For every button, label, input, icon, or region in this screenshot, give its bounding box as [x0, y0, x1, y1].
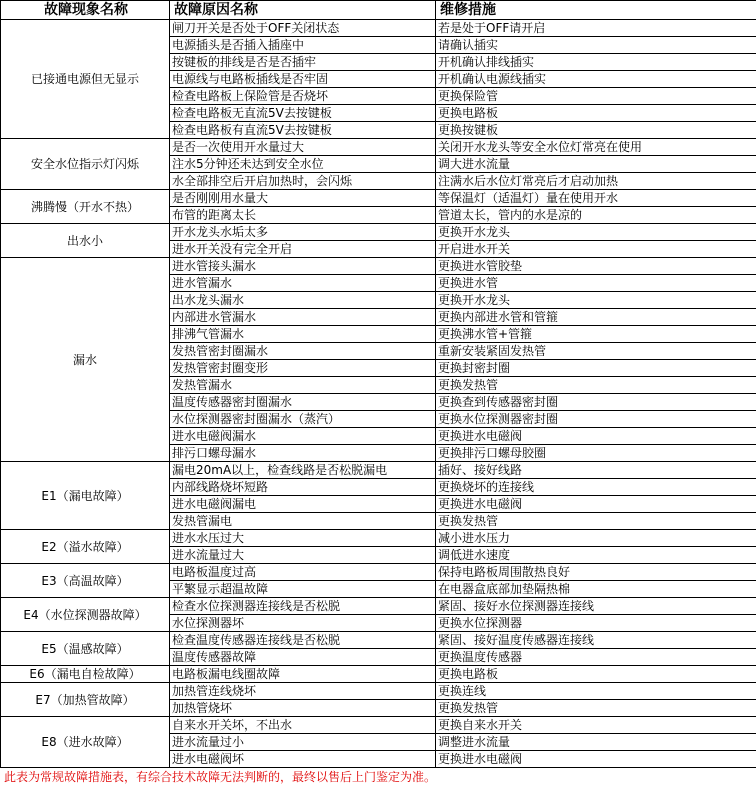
- symptom-cell: E4（水位探测器故障）: [1, 598, 170, 632]
- cause-cell: 排沸气管漏水: [170, 326, 436, 343]
- symptom-cell: 漏水: [1, 258, 170, 462]
- measure-cell: 更换连线: [436, 683, 756, 700]
- measure-cell: 更换电路板: [436, 666, 756, 683]
- symptom-cell: E2（溢水故障）: [1, 530, 170, 564]
- measure-cell: 更换开水龙头: [436, 224, 756, 241]
- footnote: 此表为常规故障措施表，有综合技术故障无法判断的，最终以售后上门鉴定为准。: [0, 768, 756, 786]
- measure-cell: 保持电路板周围散热良好: [436, 564, 756, 581]
- measure-cell: 更换发热管: [436, 377, 756, 394]
- measure-cell: 更换进水管胶垫: [436, 258, 756, 275]
- cause-cell: 检查温度传感器连接线是否松脱: [170, 632, 436, 649]
- measure-cell: 插好、接好线路: [436, 462, 756, 479]
- measure-cell: 若是处于OFF请开启: [436, 20, 756, 37]
- table-row: [1, 224, 756, 241]
- measure-cell: 更换开水龙头: [436, 292, 756, 309]
- measure-cell: 更换排污口螺母胶圈: [436, 445, 756, 462]
- cause-cell: 出水龙头漏水: [170, 292, 436, 309]
- table-row: [1, 20, 756, 37]
- symptom-cell: E8（进水故障）: [1, 717, 170, 768]
- cause-cell: 排污口螺母漏水: [170, 445, 436, 462]
- cause-cell: 发热管漏水: [170, 377, 436, 394]
- measure-cell: 开机确认电源线插实: [436, 71, 756, 88]
- measure-cell: 请确认插实: [436, 37, 756, 54]
- table-row: [1, 258, 756, 275]
- measure-cell: 开启进水开关: [436, 241, 756, 258]
- symptom-cell: E1（漏电故障）: [1, 462, 170, 530]
- symptom-cell: E3（高温故障）: [1, 564, 170, 598]
- cause-cell: 进水流量过小: [170, 734, 436, 751]
- cause-cell: 是否刚刚用水量大: [170, 190, 436, 207]
- measure-cell: 等保温灯（适温灯）量在使用开水: [436, 190, 756, 207]
- cause-cell: 进水开关没有完全开启: [170, 241, 436, 258]
- table-row: [1, 564, 756, 581]
- table-row: [1, 139, 756, 156]
- cause-cell: 进水管接头漏水: [170, 258, 436, 275]
- measure-cell: 更换进水管: [436, 275, 756, 292]
- cause-cell: 温度传感器故障: [170, 649, 436, 666]
- cause-cell: 注水5分钟还未达到安全水位: [170, 156, 436, 173]
- symptom-cell: 出水小: [1, 224, 170, 258]
- symptom-cell: 已接通电源但无显示: [1, 20, 170, 139]
- cause-cell: 进水水压过大: [170, 530, 436, 547]
- measure-cell: 更换发热管: [436, 700, 756, 717]
- measure-cell: 重新安装紧固发热管: [436, 343, 756, 360]
- cause-cell: 水位探测器坏: [170, 615, 436, 632]
- measure-cell: 更换按键板: [436, 122, 756, 139]
- table-row: [1, 683, 756, 700]
- measure-cell: 更换发热管: [436, 513, 756, 530]
- cause-cell: 电源插头是否插入插座中: [170, 37, 436, 54]
- measure-cell: 更换保险管: [436, 88, 756, 105]
- cause-cell: 电源线与电路板插线是否牢固: [170, 71, 436, 88]
- header-symptom: 故障现象名称: [1, 1, 170, 20]
- cause-cell: 水全部排空后开启加热时，会闪烁: [170, 173, 436, 190]
- cause-cell: 水位探测器密封圈漏水（蒸汽）: [170, 411, 436, 428]
- cause-cell: 电路板漏电线圈故障: [170, 666, 436, 683]
- measure-cell: 减小进水压力: [436, 530, 756, 547]
- measure-cell: 管道太长，管内的水是凉的: [436, 207, 756, 224]
- cause-cell: 进水流量过大: [170, 547, 436, 564]
- table-row: [1, 462, 756, 479]
- cause-cell: 闸刀开关是否处于OFF关闭状态: [170, 20, 436, 37]
- measure-cell: 更换烧坏的连接线: [436, 479, 756, 496]
- cause-cell: 温度传感器密封圈漏水: [170, 394, 436, 411]
- cause-cell: 进水电磁阀漏水: [170, 428, 436, 445]
- measure-cell: 更换封密封圈: [436, 360, 756, 377]
- cause-cell: 检查电路板无直流5V去按键板: [170, 105, 436, 122]
- table-row: [1, 598, 756, 615]
- measure-cell: 更换沸水管+管箍: [436, 326, 756, 343]
- cause-cell: 平繁显示超温故障: [170, 581, 436, 598]
- cause-cell: 是否一次使用开水量过大: [170, 139, 436, 156]
- cause-cell: 布管的距离太长: [170, 207, 436, 224]
- cause-cell: 发热管密封圈漏水: [170, 343, 436, 360]
- header-cause: 故障原因名称: [170, 1, 436, 20]
- symptom-cell: 沸腾慢（开水不热）: [1, 190, 170, 224]
- cause-cell: 加热管烧坏: [170, 700, 436, 717]
- table-row: [1, 632, 756, 649]
- cause-cell: 进水电磁阀坏: [170, 751, 436, 768]
- cause-cell: 发热管密封圈变形: [170, 360, 436, 377]
- cause-cell: 进水电磁阀漏电: [170, 496, 436, 513]
- header-measure: 维修措施: [436, 1, 756, 20]
- measure-cell: 调大进水流量: [436, 156, 756, 173]
- measure-cell: 调低进水速度: [436, 547, 756, 564]
- cause-cell: 按键板的排线是否是否插牢: [170, 54, 436, 71]
- table-row: [1, 666, 756, 683]
- cause-cell: 检查电路板上保险管是否烧坏: [170, 88, 436, 105]
- table-row: [1, 530, 756, 547]
- table-row: [1, 717, 756, 734]
- cause-cell: 电路板温度过高: [170, 564, 436, 581]
- measure-cell: 更换水位探测器: [436, 615, 756, 632]
- cause-cell: 内部进水管漏水: [170, 309, 436, 326]
- measure-cell: 紧固、接好温度传感器连接线: [436, 632, 756, 649]
- measure-cell: 关闭开水龙头等安全水位灯常亮在使用: [436, 139, 756, 156]
- measure-cell: 更换电路板: [436, 105, 756, 122]
- symptom-cell: 安全水位指示灯闪烁: [1, 139, 170, 190]
- measure-cell: 更换水位探测器密封圈: [436, 411, 756, 428]
- cause-cell: 检查电路板有直流5V去按键板: [170, 122, 436, 139]
- cause-cell: 进水管漏水: [170, 275, 436, 292]
- cause-cell: 内部线路烧坏短路: [170, 479, 436, 496]
- symptom-cell: E5（温感故障）: [1, 632, 170, 666]
- measure-cell: 在电器盒底部加垫隔热棉: [436, 581, 756, 598]
- cause-cell: 漏电20mA以上，检查线路是否松脱漏电: [170, 462, 436, 479]
- measure-cell: 开机确认排线插实: [436, 54, 756, 71]
- measure-cell: 更换进水电磁阀: [436, 428, 756, 445]
- cause-cell: 开水龙头水垢太多: [170, 224, 436, 241]
- measure-cell: 调整进水流量: [436, 734, 756, 751]
- fault-body: [1, 20, 756, 768]
- measure-cell: 更换温度传感器: [436, 649, 756, 666]
- measure-cell: 更换查到传感器密封圈: [436, 394, 756, 411]
- table-row: [1, 190, 756, 207]
- measure-cell: 紧固、接好水位探测器连接线: [436, 598, 756, 615]
- symptom-cell: E7（加热管故障）: [1, 683, 170, 717]
- measure-cell: 注满水后水位灯常亮后才启动加热: [436, 173, 756, 190]
- symptom-cell: E6（漏电自检故障）: [1, 666, 170, 683]
- header-row: [1, 1, 756, 20]
- measure-cell: 更换进水电磁阀: [436, 496, 756, 513]
- cause-cell: 加热管连线烧坏: [170, 683, 436, 700]
- measure-cell: 更换进水电磁阀: [436, 751, 756, 768]
- cause-cell: 发热管漏电: [170, 513, 436, 530]
- measure-cell: 更换自来水开关: [436, 717, 756, 734]
- measure-cell: 更换内部进水管和管箍: [436, 309, 756, 326]
- cause-cell: 自来水开关坏，不出水: [170, 717, 436, 734]
- cause-cell: 检查水位探测器连接线是否松脱: [170, 598, 436, 615]
